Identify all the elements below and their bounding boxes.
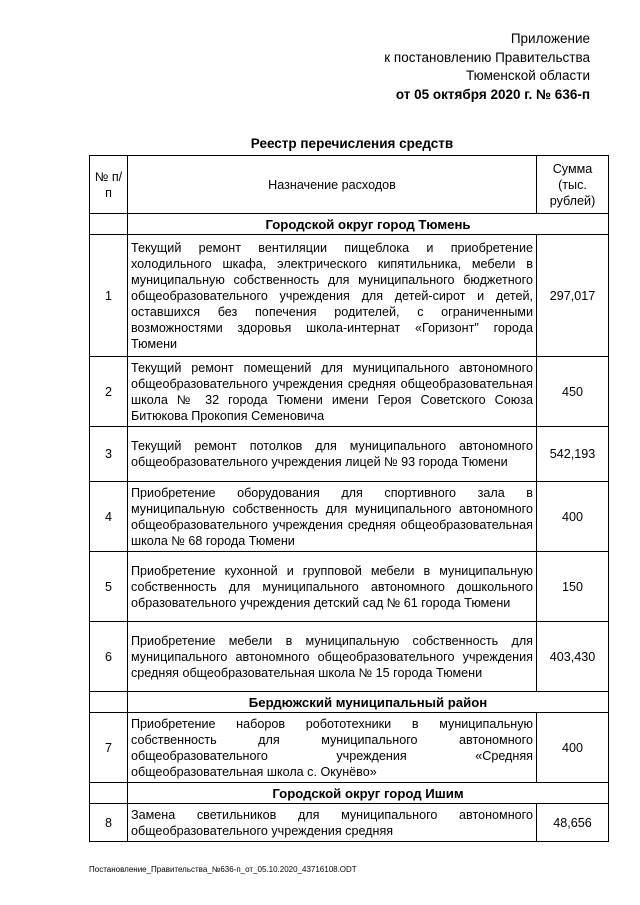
table-row bbox=[90, 713, 609, 783]
registry-table bbox=[89, 155, 609, 842]
table-row bbox=[90, 235, 609, 357]
table-row bbox=[90, 427, 609, 482]
appendix-region: Тюменской области bbox=[466, 68, 590, 83]
table-row bbox=[90, 552, 609, 622]
row-sum: 150 bbox=[537, 552, 609, 622]
row-num: 3 bbox=[90, 427, 128, 482]
row-num: 1 bbox=[90, 235, 128, 357]
row-desc: Приобретение мебели в муниципальную собственность для муниципального автономного общеобразовательного учреждения средняя общеобразовательная школа № 15 города Тюмени bbox=[128, 622, 537, 692]
row-desc: Приобретение кухонной и групповой мебели в муниципальную собственность для муниципального автономного дошкольного образовательного учреждения детский сад № 61 города Тюмени bbox=[128, 552, 537, 622]
row-num: 6 bbox=[90, 622, 128, 692]
document-footer: Постановление_Правительства_№636-п_от_05.10.2020_43716108.ODT bbox=[89, 865, 357, 874]
row-desc: Приобретение оборудования для спортивного зала в муниципальную собственность для муниципального автономного общеобразовательного учреждения средняя общеобразовательная школа № 68 города Тюмени bbox=[128, 482, 537, 552]
registry-title: Реестр перечисления средств bbox=[250, 136, 454, 151]
appendix-label: Приложение bbox=[510, 31, 590, 46]
appendix-header bbox=[384, 30, 590, 104]
row-desc: Текущий ремонт вентиляции пищеблока и приобретение холодильного шкафа, электрического кипятильника, мебели в муниципальную собственность для муниципального бюджетного общеобразовательного учреждения для детей-сирот и детей, оставшихся без попечения родителей, с ограниченными возможностями здоровья школа-интернат «Горизонт" города Тюмени bbox=[128, 235, 537, 357]
row-num: 8 bbox=[90, 804, 128, 842]
row-sum: 48,656 bbox=[537, 804, 609, 842]
header-num: № п/п bbox=[90, 156, 128, 214]
appendix-resolution: к постановлению Правительства bbox=[384, 49, 590, 65]
section-title: Городской округ город Тюмень bbox=[128, 214, 609, 235]
section-title: Городской округ город Ишим bbox=[128, 783, 609, 804]
table-row bbox=[90, 804, 609, 842]
row-num: 2 bbox=[90, 357, 128, 427]
row-desc: Замена светильников для муниципального автономного общеобразовательного учреждения средняя bbox=[128, 804, 537, 842]
row-sum: 403,430 bbox=[537, 622, 609, 692]
row-sum: 400 bbox=[537, 482, 609, 552]
row-desc: Текущий ремонт потолков для муниципального автономного общеобразовательного учреждения лицей № 93 города Тюмени bbox=[128, 427, 537, 482]
row-sum: 450 bbox=[537, 357, 609, 427]
row-desc: Приобретение наборов робототехники в муниципальную собственность для муниципального автономного общеобразовательного учреждения «Средняя общеобразовательная школа с. Окунёво» bbox=[128, 713, 537, 783]
appendix-date-number: от 05 октября 2020 г. № 636-п bbox=[395, 86, 590, 102]
row-sum: 400 bbox=[537, 713, 609, 783]
section-title: Бердюжский муниципальный район bbox=[128, 692, 609, 713]
table-row bbox=[90, 482, 609, 552]
row-num: 4 bbox=[90, 482, 128, 552]
row-num: 7 bbox=[90, 713, 128, 783]
header-purpose: Назначение расходов bbox=[128, 156, 537, 214]
row-num: 5 bbox=[90, 552, 128, 622]
row-sum: 297,017 bbox=[537, 235, 609, 357]
row-desc: Текущий ремонт помещений для муниципального автономного общеобразовательного учреждения средняя общеобразовательная школа № 32 города Тюмени имени Героя Советского Союза Битюкова Прокопия Семеновича bbox=[128, 357, 537, 427]
table-row bbox=[90, 357, 609, 427]
header-sum: Сумма (тыс. рублей) bbox=[537, 156, 609, 214]
row-sum: 542,193 bbox=[537, 427, 609, 482]
table-row bbox=[90, 622, 609, 692]
